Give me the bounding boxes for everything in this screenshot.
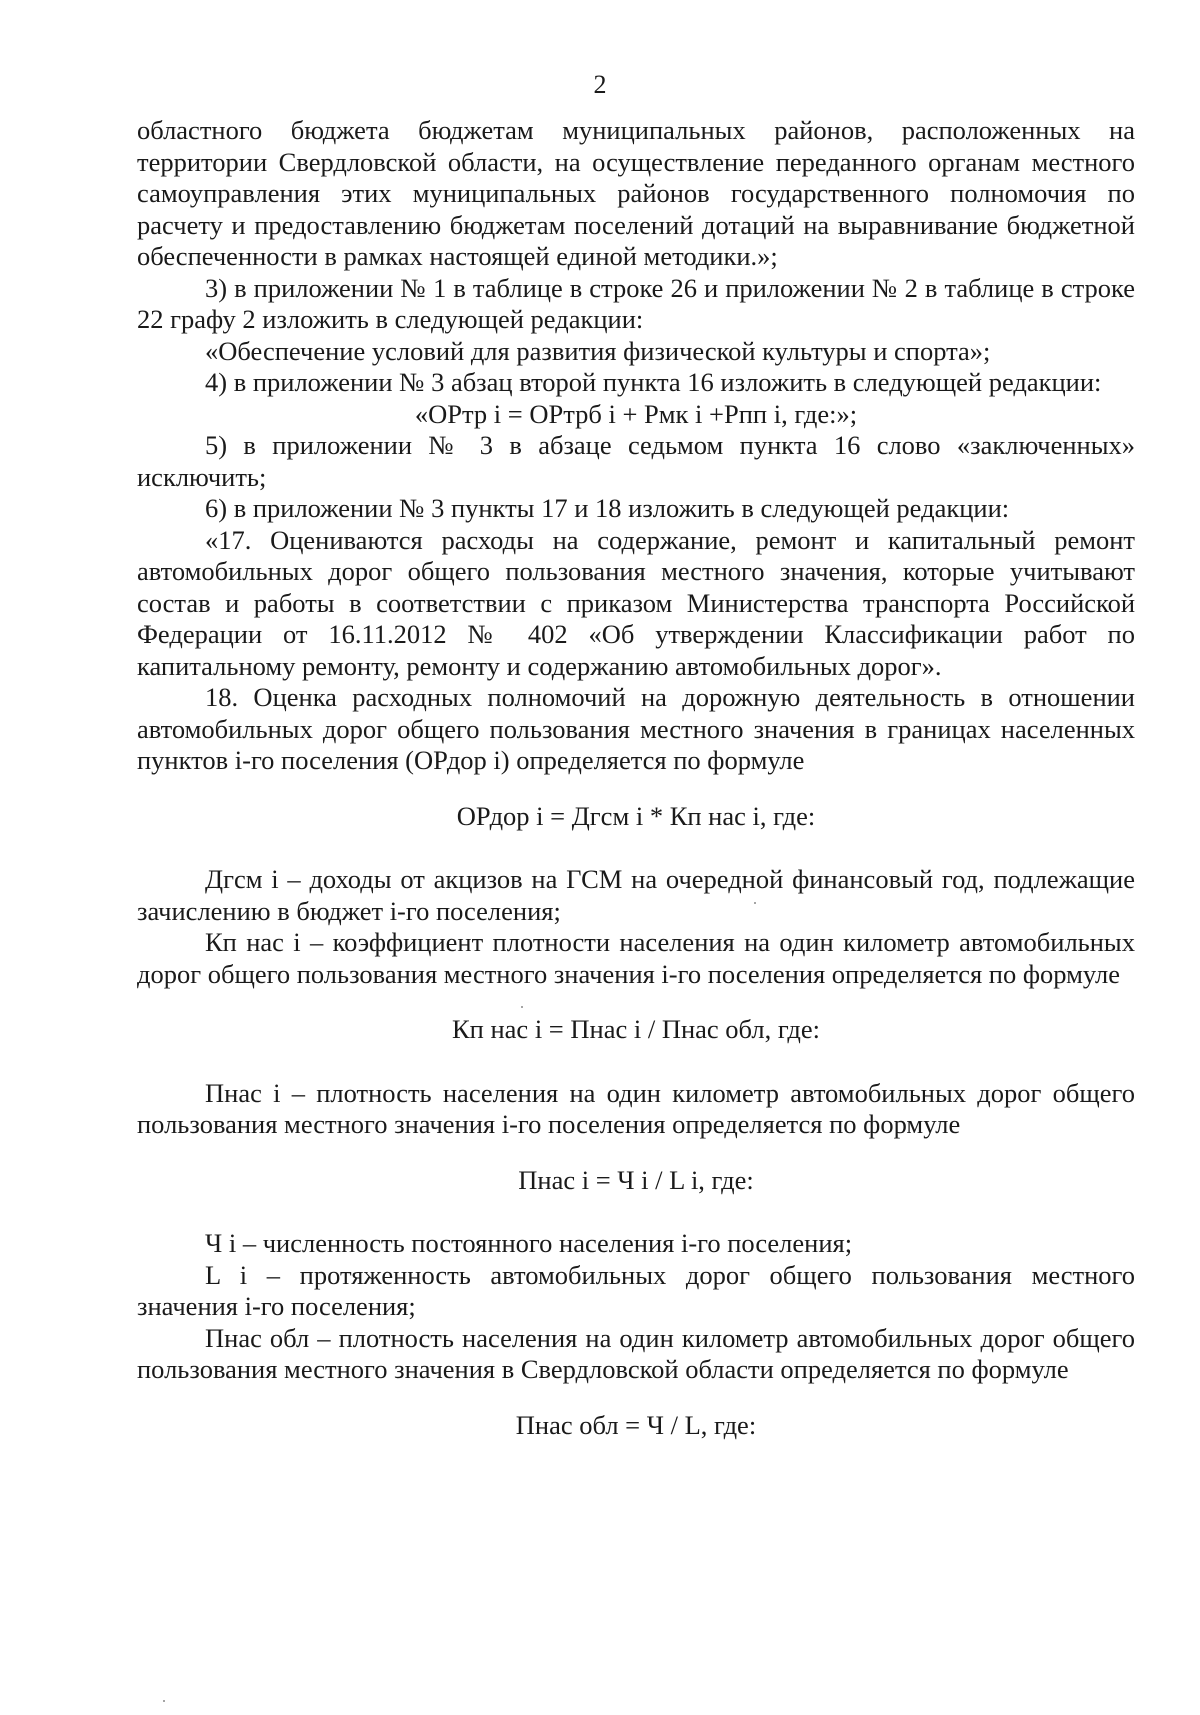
scan-speck bbox=[521, 1006, 523, 1008]
formula-ordor: ОРдор i = Дгсм i * Кп нас i, где: bbox=[456, 800, 816, 831]
paragraph-quote-sport: «Обеспечение условий для развития физической культуры и спорта»; bbox=[205, 335, 991, 366]
scan-speck bbox=[163, 1700, 165, 1702]
formula-pnas-obl: Пнас обл = Ч / L, где: bbox=[515, 1409, 757, 1440]
paragraph-pnas-obl-definition: Пнас обл – плотность населения на один километр автомобильных дорог общего пользования местного значения в Свердловской области определяется по формуле bbox=[137, 1322, 1135, 1384]
formula-pnas: Пнас i = Ч i / L i, где: bbox=[518, 1164, 754, 1195]
paragraph-pnas-definition: Пнас i – плотность населения на один километр автомобильных дорог общего пользования местного значения i-го поселения определяется по формуле bbox=[137, 1077, 1135, 1139]
paragraph-item-5: 5) в приложении № 3 в абзаце седьмом пункта 16 слово «заключенных» исключить; bbox=[137, 430, 1135, 492]
paragraph-item-3: 3) в приложении № 1 в таблице в строке 26 и приложении № 2 в таблице в строке 22 графу 2 изложить в следующей редакции: bbox=[137, 272, 1135, 334]
document-body bbox=[137, 115, 1135, 1473]
paragraph-point-17: «17. Оцениваются расходы на содержание, ремонт и капитальный ремонт автомобильных дорог общего пользования местного значения, которые учитывают состав и работы в соответствии с приказом Министерства транспорта Российской Федерации от 16.11.2012 № 402 «Об утверждении Классификации работ по капитальному ремонту, ремонту и содержанию автомобильных дорог». bbox=[137, 524, 1135, 681]
paragraph-dgsm-definition: Дгсм i – доходы от акцизов на ГСМ на очередной финансовый год, подлежащие зачислению в бюджет i-го поселения; bbox=[137, 864, 1135, 926]
page-number: 2 bbox=[593, 70, 607, 99]
paragraph-item-6: 6) в приложении № 3 пункты 17 и 18 изложить в следующей редакции: bbox=[205, 493, 1010, 523]
paragraph-item-4: 4) в приложении № 3 абзац второй пункта 16 изложить в следующей редакции: bbox=[205, 367, 1102, 397]
scan-speck bbox=[754, 902, 756, 904]
paragraph-budget-continuation: областного бюджета бюджетам муниципальных районов, расположенных на территории Свердловской области, на осуществление переданного органам местного самоуправления этих муниципальных районов государственного полномочия по расчету и предоставлению бюджетам поселений дотаций на выравнивание бюджетной обеспеченности в рамках настоящей единой методики.»; bbox=[137, 115, 1135, 271]
formula-kp-nas: Кп нас i = Пнас i / Пнас обл, где: bbox=[452, 1014, 820, 1044]
paragraph-ch-definition: Ч i – численность постоянного населения i-го поселения; bbox=[205, 1228, 853, 1258]
formula-ortr: «ОРтр i = ОРтрб i + Рмк i +Рпп i, где:»; bbox=[414, 398, 858, 429]
paragraph-point-18: 18. Оценка расходных полномочий на дорожную деятельность в отношении автомобильных дорог общего пользования местного значения в границах населенных пунктов i-го поселения (ОРдор i) определяется по формуле bbox=[137, 682, 1135, 775]
paragraph-l-definition: L i – протяженность автомобильных дорог общего пользования местного значения i-го поселения; bbox=[137, 1259, 1135, 1321]
paragraph-kp-definition: Кп нас i – коэффициент плотности населения на один километр автомобильных дорог общего пользования местного значения i-го поселения определяется по формуле bbox=[137, 927, 1135, 989]
